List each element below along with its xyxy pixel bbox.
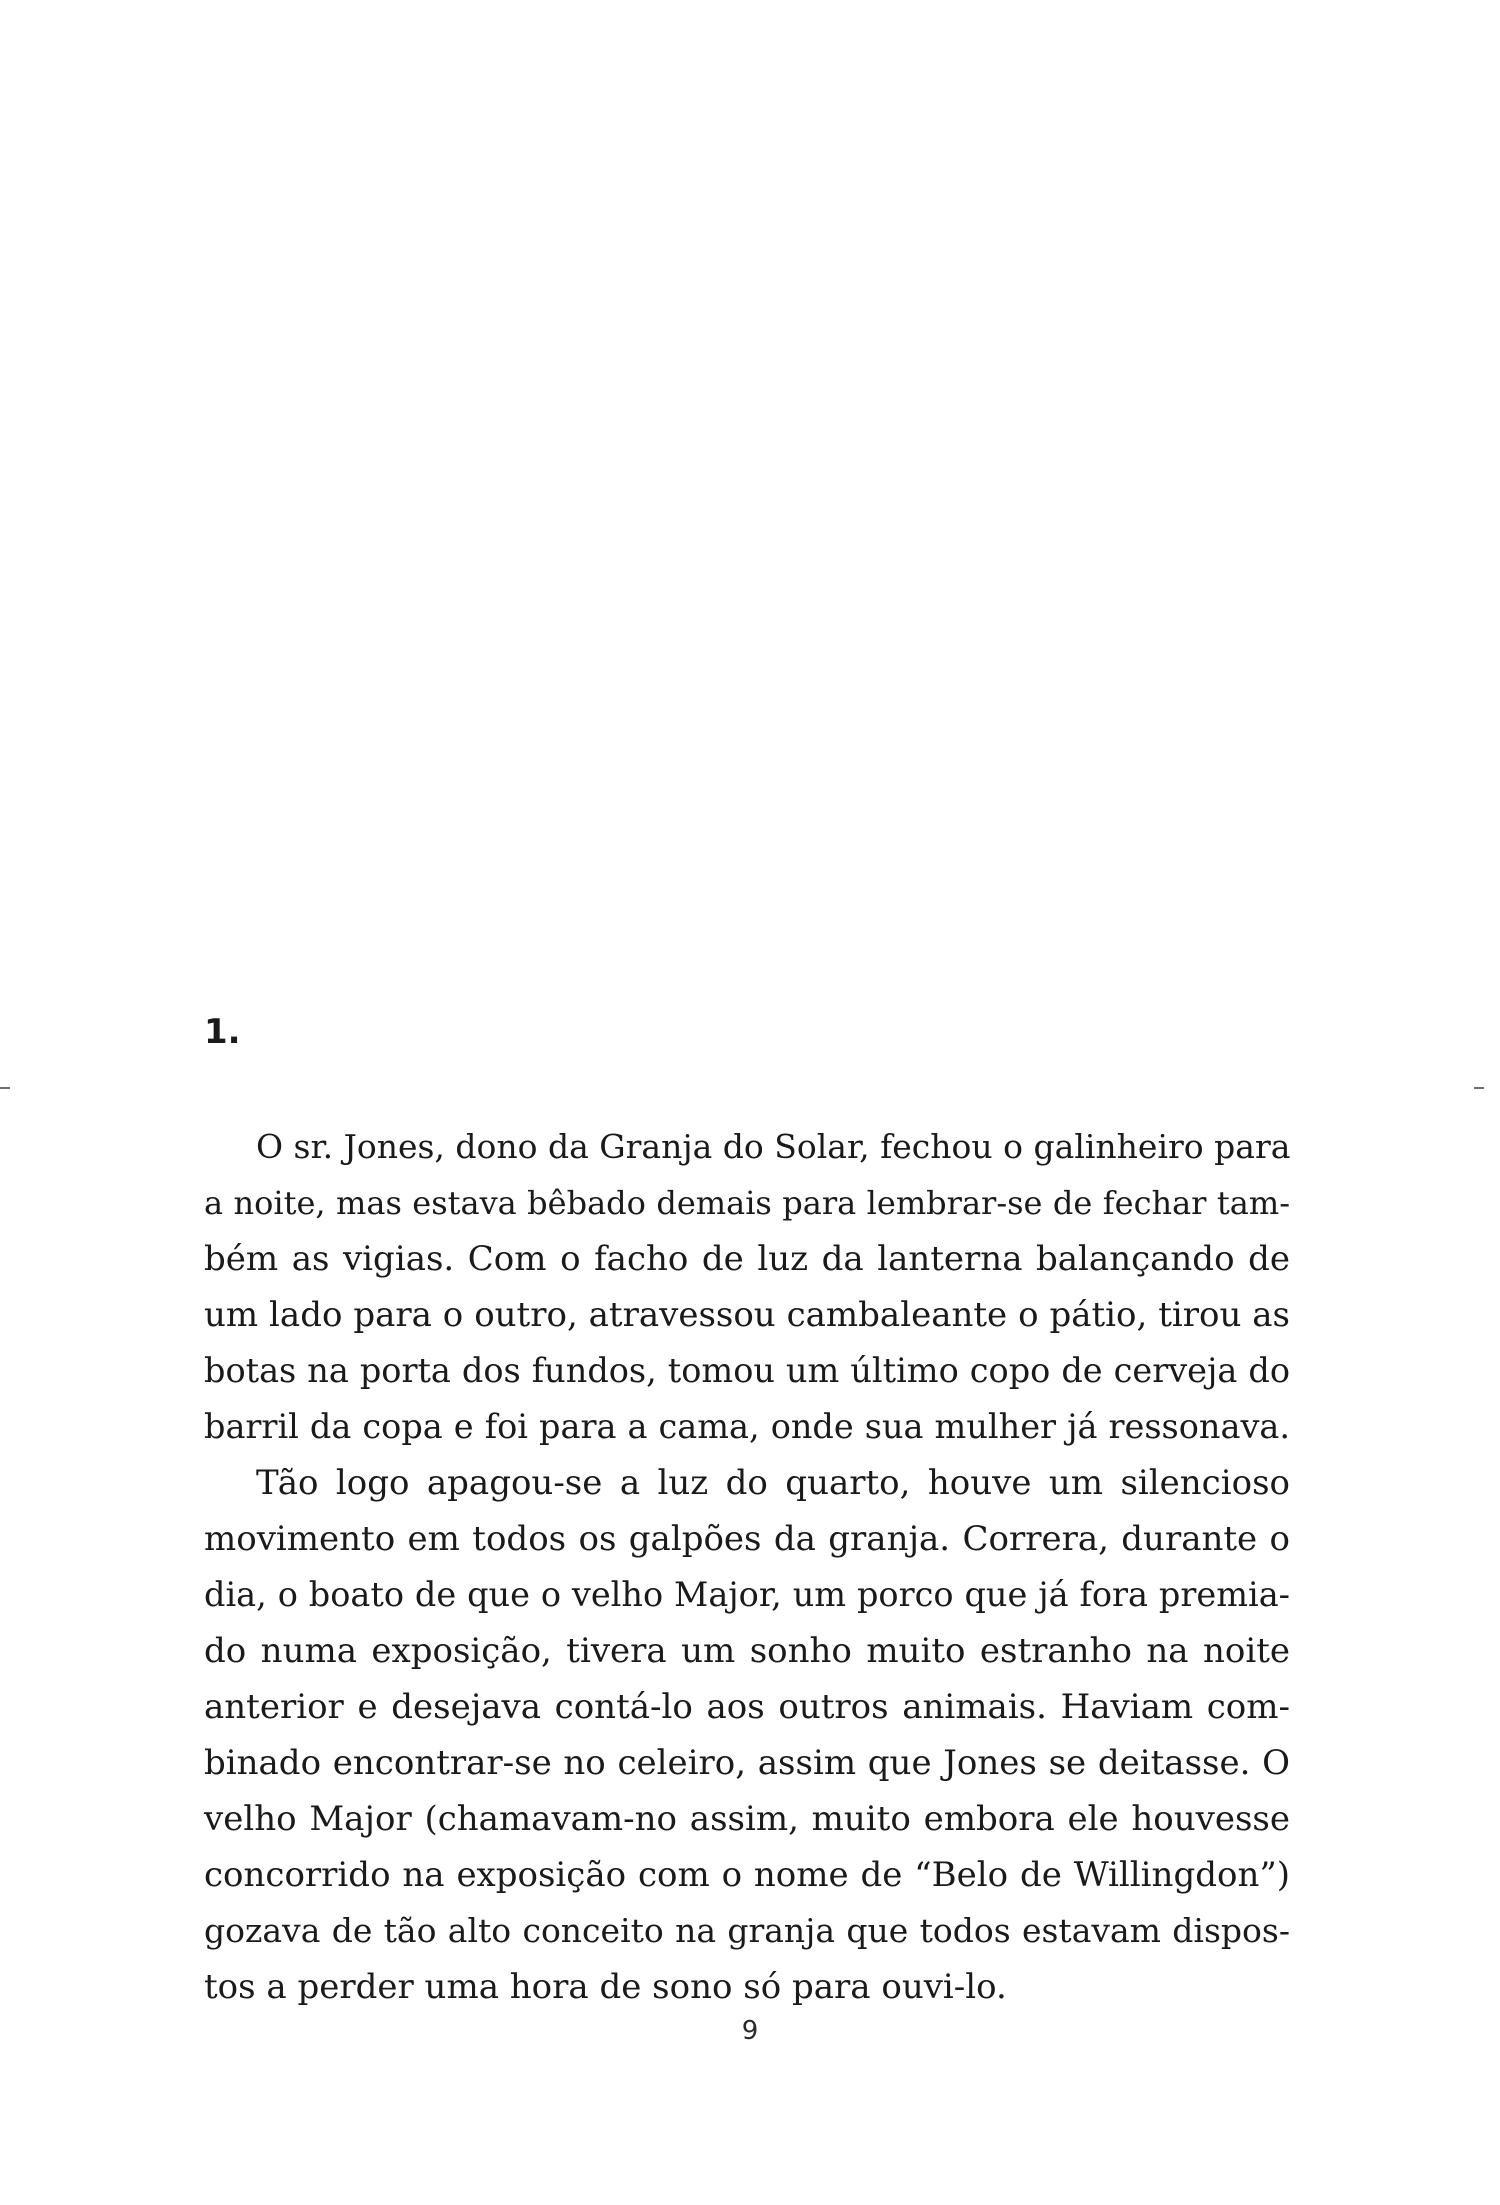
text-line: gozava de tão alto conceito na granja que todos estavam dispos- (204, 1911, 1290, 1950)
text-line: botas na porta dos fundos, tomou um último copo de cerveja do (204, 1351, 1290, 1390)
crop-mark-right (1474, 1087, 1484, 1089)
text-line: anterior e desejava contá-lo aos outros animais. Haviam com- (204, 1687, 1290, 1727)
page-number: 9 (741, 2016, 759, 2046)
crop-mark-left (0, 1087, 10, 1089)
text-line: concorrido na exposição com o nome de “Belo de Willingdon”) (204, 1855, 1290, 1895)
text-line: velho Major (chamavam-no assim, muito embora ele houvesse (204, 1799, 1290, 1839)
text-line: tos a perder uma hora de sono só para ouvi-lo. (204, 1967, 1007, 2007)
text-line: barril da copa e foi para a cama, onde sua mulher já ressonava. (204, 1407, 1290, 1446)
text-line: binado encontrar-se no celeiro, assim que Jones se deitasse. O (204, 1743, 1290, 1783)
chapter-number: 1. (204, 1012, 241, 1052)
chapter-body (204, 1119, 1290, 2015)
text-line: do numa exposição, tivera um sonho muito estranho na noite (204, 1631, 1290, 1671)
text-line: dia, o boato de que o velho Major, um porco que já fora premia- (204, 1575, 1290, 1614)
text-line: bém as vigias. Com o facho de luz da lanterna balançando de (204, 1239, 1290, 1279)
text-line: O sr. Jones, dono da Granja do Solar, fechou o galinheiro para (256, 1127, 1291, 1166)
paragraph-1 (204, 1119, 1290, 1455)
text-line: movimento em todos os galpões da granja. Correra, durante o (204, 1519, 1290, 1559)
text-line: Tão logo apagou-se a luz do quarto, houve um silencioso (256, 1463, 1290, 1503)
text-line: a noite, mas estava bêbado demais para lembrar-se de fechar tam- (204, 1184, 1290, 1222)
paragraph-2 (204, 1455, 1290, 2015)
text-line: um lado para o outro, atravessou cambaleante o pátio, tirou as (204, 1295, 1290, 1335)
